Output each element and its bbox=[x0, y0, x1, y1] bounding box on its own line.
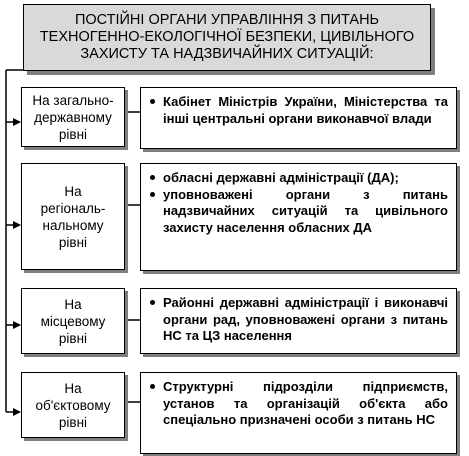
desc-box-object bbox=[140, 372, 457, 454]
level-label-line: об'єктовому bbox=[35, 397, 111, 413]
level-box-national bbox=[21, 87, 125, 147]
bullet-item: Районні державні адміністрації і виконавчі органи рад, уповноважені органи з питань НС та ЦЗ населення bbox=[147, 295, 448, 345]
bullet-item: Структурні підрозділи підприємств, установ та організацій об'єкта або спеціально призначені особи з питань НС bbox=[147, 379, 448, 429]
title-line-2: ТЕХНОГЕННО-ЕКОЛОГІЧНОЇ БЕЗПЕКИ, ЦИВІЛЬНОГО bbox=[39, 29, 415, 45]
level-label-line: рівні bbox=[58, 234, 88, 250]
bullet-item: Кабінет Міністрів України, Міністерства та інші центральні органи виконавчої влади bbox=[147, 94, 448, 127]
level-label-line: державному bbox=[34, 109, 112, 125]
level-label-line: рівні bbox=[58, 126, 88, 142]
level-label-line: нальному bbox=[42, 217, 104, 233]
bullet-item: обласні державні адміністрації (ДА); bbox=[147, 170, 448, 187]
level-label-line: регіональ- bbox=[40, 200, 106, 216]
desc-box-local bbox=[140, 288, 457, 354]
level-label-line: рівні bbox=[58, 330, 88, 346]
level-box-local bbox=[21, 288, 125, 354]
level-label-line: На bbox=[64, 183, 82, 199]
level-box-object bbox=[21, 372, 125, 438]
level-label-line: На bbox=[64, 296, 82, 312]
level-label-line: рівні bbox=[58, 414, 88, 430]
bullet-item: уповноважені органи з питань надзвичайних ситуацій та цивільного захисту населення обласних ДА bbox=[147, 187, 448, 237]
level-label-line: На bbox=[64, 380, 82, 396]
level-label-line: На загально- bbox=[32, 92, 114, 108]
diagram-title bbox=[23, 4, 431, 71]
title-line-1: ПОСТІЙНІ ОРГАНИ УПРАВЛІННЯ З ПИТАНЬ bbox=[74, 12, 380, 28]
desc-box-regional bbox=[140, 163, 457, 271]
desc-box-national bbox=[140, 87, 457, 149]
level-box-regional bbox=[21, 163, 125, 270]
level-label-line: місцевому bbox=[40, 313, 106, 329]
title-line-3: ЗАХИСТУ ТА НАДЗВИЧАЙНИХ СИТУАЦІЙ: bbox=[80, 46, 374, 62]
